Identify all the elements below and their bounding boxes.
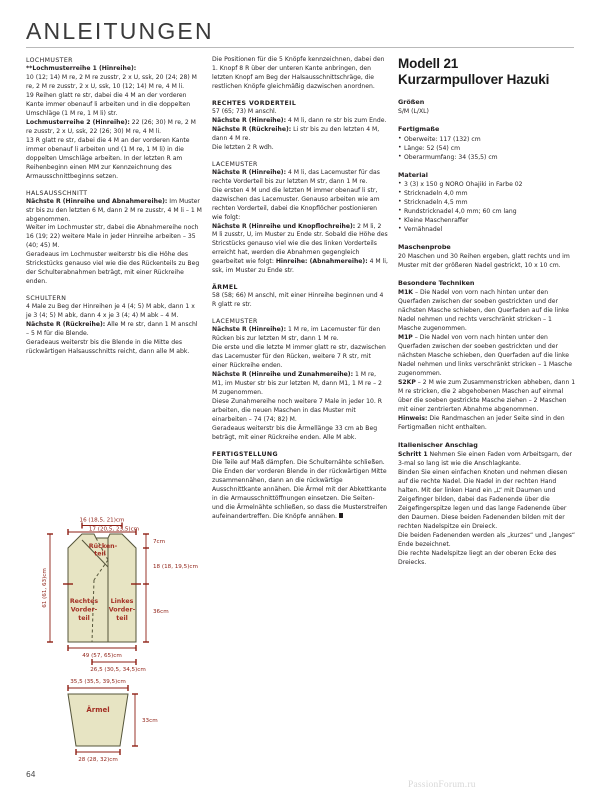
dim-sleeve-bottom: 28 (28, 32)cm [78,757,118,763]
heading-schultern: SCHULTERN [26,295,67,303]
schematic-sleeve-diagram [22,672,210,782]
model-name: Kurzarmpullover Hazuki [398,72,550,88]
text-s2kp: – 2 M wie zum Zusammenstricken abheben, dann 1 M re stricken, die 2 abgehobenen Maschen auf einmal über die soeben gestrickte Masche ziehen – 2 Maschen mit einer zentrierten Abnahme abgenommen. [398,378,576,413]
text-reihe1-note: 19 Reihen glatt re str, dabei die 4 M an der vorderen Kante immer obenauf li arbeiten und in die doppelten Umschläge (1 M re, 1 M li) str. [26,91,191,117]
page-masthead: ANLEITUNGEN [26,18,214,44]
value-groessen: S/M (L/XL) [398,108,429,116]
dim-half-width: 26,5 (30,5, 34,5)cm [90,667,146,672]
label-lochmusterreihe-1: **Lochmusterreihe 1 (Hinreihe): [26,65,137,73]
label-lace-knopfloch: Nächste R (Hinreihe und Knopflochreihe): [212,222,356,230]
text-ital-4: Die rechte Nadelspitze liegt an der oberen Ecke des Dreiecks. [398,549,557,566]
text-rv-3: Li str bis zu den letzten 4 M, dann 4 M re. [212,125,380,142]
label-ruecken-teil-line2: teil [94,550,106,558]
heading-besondere-techniken: Besondere Techniken [398,279,475,287]
dim-shoulder: 7cm [153,539,166,545]
text-ital-1: Nehmen Sie einen Faden vom Arbeitsgarn, der 3-mal so lang ist wie die Anschlagkante. [398,451,573,468]
heading-groessen: Größen [398,97,425,106]
text-fertigstellung: Die Teile auf Maß dämpfen. Die Schulternähte schließen. Die Enden der vorderen Blende in der rückwärtigen Mitte zusammennähen, dann an die rückwärtige Ausschnittkante annähen. Die Ärmel mit der Abkettkante in die Armausschnittöffnungen einsetzen. Die Seiten- und die Ärmelnähte schließen, so dass die Musterstreifen aufeinandertreffen. Die Knöpfe annähen. [212,458,388,520]
heading-rechtes-vorderteil: RECHTES VORDERTEIL [212,99,297,107]
column-two [212,56,388,522]
label-rechtes-vorderteil-3: teil [78,615,90,622]
dim-sleeve-top: 35,5 (35,5, 39,5)cm [70,679,126,685]
text-schultern-3: Geradeaus weiterstr bis die Blende in die Mitte des rückwärtigen Halsausschnitts reicht, dann alle M abk. [26,339,190,356]
label-ruecken-teil-line1: Rücken- [88,543,118,550]
label-lochmusterreihe-2: Lochmusterreihe 2 (Hinreihe): [26,118,130,126]
text-aermel-2: 1 M re, im Lacemuster für den Rücken bis zur letzten M str, dann 1 M re. [212,326,381,343]
heading-italienischer-anschlag: Italienischer Anschlag [398,440,478,449]
label-hinweis: Hinweis: [398,414,428,422]
label-schultern-rueckreihe: Nächste R (Rückreihe): [26,321,106,329]
text-aermel-4: 1 M re, M1, im Muster str bis zur letzten M, dann M1, 1 M re – 2 M zugenommen. [212,371,382,397]
schematic-body-diagram [22,512,210,672]
text-knoepfe: Die Positionen für die 5 Knöpfe kennzeichnen, dabei den 1. Knopf 8 R über der unteren Kante anbringen, den letzten Knopf am Beg der Halsausschnittschräge, die restlichen Knöpfe gleichmäßig dazwischen anordnen. [212,56,385,90]
label-lace-hinreihe: Nächste R (Hinreihe): [212,168,287,176]
text-ital-3: Die beiden Fadenenden werden als „kurzes“ und „langes“ Ende bezeichnet. [398,531,576,548]
label-linkes-vorderteil-1: Linkes [110,598,134,605]
label-linkes-vorderteil-2: Vorder- [108,606,136,614]
label-s2kp: S2KP [398,378,416,386]
list-item: • Rundstricknadel 4,0 mm; 60 cm lang [398,208,576,217]
list-item: • Stricknadeln 4,0 mm [398,190,576,199]
text-hals-1: Im Muster str bis zu den letzten 6 M, dann 2 M re zusstr, 4 M li – 1 M abgenommen. [26,197,202,223]
label-m1k: M1K [398,289,414,297]
dim-bottom-width: 49 (57, 65)cm [82,653,122,659]
text-rv-4: Die letzten 2 R wdh. [212,143,274,151]
text-reihe2-note: 13 R glatt re str, dabei die 4 M an der vorderen Kante immer obenauf li arbeiten und (1 M re, 1 M li) in die doppelten Umschläge arbeiten. In der letzten R am Reihenbeginn einen MM zur Kennzeichnung des Armausschnittbeginns setzen. [26,136,190,180]
list-item: • Kleine Maschenraffer [398,217,576,226]
text-m1p: – Die Nadel von vorn nach hinten unter den Querfaden zwischen der soeben gestrickten und der nächsten Masche schieben, den Querfaden auf die linke Nadel nehmen und links verschränkt stricken – 1 Masche zugenommen. [398,334,573,377]
dim-top-inner: 16 (18,5, 21)cm [79,517,125,524]
list-item: • Länge: 52 (54) cm [398,145,576,154]
heading-lochmuster: LOCHMUSTER [26,57,73,64]
dim-sleeve-length: 33cm [142,718,158,724]
label-linkes-vorderteil-3: teil [116,615,128,622]
text-reihe2-body: 22 (26; 30) M re, 2 M re zusstr, 2 x U, ssk, 22 (26; 30) M re, 4 M li. [26,118,196,135]
watermark: PassionForum.ru [408,780,476,790]
column-one [26,56,202,357]
heading-aermel-lacemuster: LACEMUSTER [212,318,258,326]
column-three [398,56,576,567]
label-schritt-1: Schritt 1 [398,451,428,459]
label-rv-rueckreihe: Nächste R (Rückreihe): [212,125,292,133]
header-divider [26,47,574,48]
list-item: • 3 (3) x 150 g NORO Ohajiki in Farbe 02 [398,181,576,190]
text-schultern-1: 4 Male zu Beg der Hinreihen je 4 (4; 5) M abk, dann 1 x je 3 (4; 5) M abk, dann 4 x je 3 (4; 4) M abk – 4 M. [26,303,195,320]
list-item: • Vernähnadel [398,226,576,235]
text-lace-2: Die ersten 4 M und die letzten M immer obenauf li str, dazwischen das Lacemuster. Genauso arbeiten wie am rechten Vorderteil, dabei die Knopflöcher postionieren wie folgt: [212,186,380,221]
label-aermel-zunahmereihe: Nächste R (Hinreihe und Zunahmereihe): [212,371,354,379]
heading-halsausschnitt: HALSAUSSCHNITT [26,189,88,197]
text-hinweis: Die Randmaschen an jeder Seite sind in den Fertigmaßen nicht enthalten. [398,414,565,431]
heading-fertigstellung: FERTIGSTELLUNG [212,450,278,458]
text-rv-1: 57 (65; 73) M anschl. [212,107,277,115]
label-hals-abnahmereihe: Nächste R (Hinreihe und Abnahmereihe): [26,197,168,205]
label-rechtes-vorderteil-1: Rechtes [69,598,99,605]
model-title [398,56,576,89]
text-aermel-5: Diese Zunahmereihe noch weitere 7 Male in jeder 10. R arbeiten, die neuen Maschen in das Muster mit einarbeiten – 74 (74; 82) M. [212,397,382,423]
end-of-article-mark [339,513,343,517]
text-lace-4: 4 M li, ssk, im Muster zu Ende str. [212,258,388,275]
text-reihe1-body: 10 (12; 14) M re, 2 M re zusstr, 2 x U, ssk, 20 (24; 28) M re, 2 M re zusstr, 2 x U, ssk, 10 (12; 14) M re, 4 M li. [26,74,197,91]
dim-body-length: 36cm [153,609,169,615]
list-item: • Oberarmumfang: 34 (35,5) cm [398,154,576,163]
text-lace-1: 4 M li, das Lacemuster für das rechte Vorderteil bis zur letzten M str, dann 1 M re. [212,168,380,185]
text-rv-2: 4 M li, dann re str bis zum Ende. [286,116,387,124]
heading-maschenprobe: Maschenprobe [398,242,451,251]
label-aermel: Ärmel [86,706,110,714]
text-hals-2: Weiter im Lochmuster str, dabei die Abnahmereihe noch 16 (19; 22) weitere Male in jeder Hinreihe arbeiten – 35 (40; 45) M. [26,224,199,250]
label-m1p: M1P [398,334,413,342]
text-aermel-6: Geradeaus weiterstr bis die Ärmellänge 33 cm ab Beg beträgt, mit einer Rückreihe enden. Alle M abk. [212,424,378,441]
text-schultern-2: Alle M re str, dann 1 M anschl – 5 M für die Blende. [26,321,198,338]
heading-fertigmasse: Fertigmaße [398,125,440,134]
dim-top-outer: 17 (20,5, 23,5)cm [88,526,140,533]
text-maschenprobe: 20 Maschen und 30 Reihen ergeben, glatt rechts und im Muster mit der größeren Nadel gestrickt, 10 x 10 cm. [398,253,570,270]
text-aermel-1: 58 (58; 66) M anschl, mit einer Hinreihe beginnen und 4 R glatt re str. [212,292,384,309]
list-material [398,181,576,235]
list-item: • Stricknadeln 4,5 mm [398,199,576,208]
label-rechtes-vorderteil-2: Vorder- [70,606,98,614]
text-aermel-3: Die erste und die letzte M immer glatt re str, dazwischen das Lacemuster für den Rücken, weitere 7 R str, mit einer Rückreihe enden. [212,344,386,370]
label-lace-abnahmereihe: Hinreihe: (Abnahmereihe): [275,258,368,266]
text-ital-2: Binden Sie einen einfachen Knoten und nehmen diesen auf die rechte Nadel. Die Nadel in der rechten Hand halten. Mit der linken Hand ein „L“ mit Daumen und Zeigefinger bilden, dabei das Fadenende über die Zeigefingerspitze legen und das lange Fadenende über den Daumen. Diese beiden Fadenenden bilden mit der rechten Nadelspitze ein Dreieck. [398,468,568,530]
list-item: • Oberweite: 117 (132) cm [398,136,576,145]
heading-aermel: ÄRMEL [212,284,238,292]
text-m1k: – Die Nadel von vorn nach hinten unter den Querfaden zwischen der soeben gestrickten und der nächsten Masche schieben, den Querfaden auf die linke Nadel nehmen und rechts verschränkt stricken – 1 Masche zugenommen. [398,289,570,333]
label-aermel-hinreihe: Nächste R (Hinreihe): [212,326,287,334]
heading-lacemuster: LACEMUSTER [212,160,258,168]
label-rv-hinreihe: Nächste R (Hinreihe): [212,116,287,124]
dim-total-height: 61 (61, 63)cm [42,568,48,608]
list-fertigmasse [398,136,576,163]
text-lace-3: 2 M li, 2 M li zusstr, U, im Muster zu Ende str. Sobald die Höhe des Stricstücks genauso viel wie die des linken Vorderteils erreicht hat, werden die Abnahmen gegengleich gearbeitet wie folgt: [212,222,388,266]
heading-material: Material [398,170,428,179]
dim-armhole: 18 (18, 19,5)cm [153,564,198,570]
text-hals-3: Geradeaus im Lochmuster weiterstr bis die Höhe des Strickstücks genauso viel wie die des Rückenteils zu Beg der Schulterabnahmen beträgt, mit einer Rückreihe enden. [26,251,200,286]
page-number: 64 [26,770,36,779]
model-number: Modell 21 [398,56,459,71]
